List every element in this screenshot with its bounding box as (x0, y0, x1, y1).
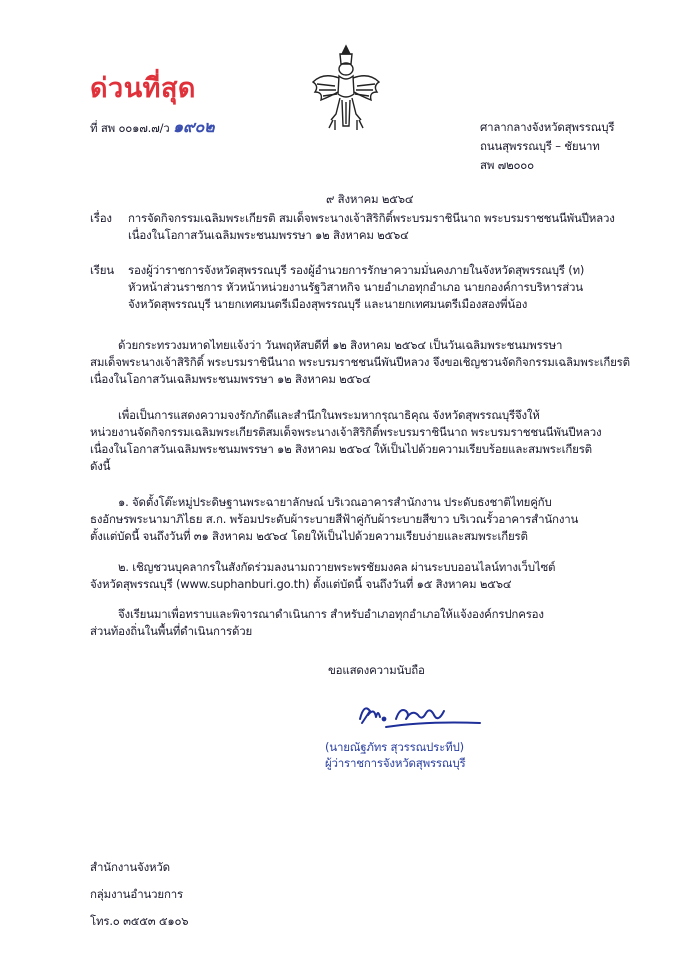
paragraph-line: ด้วยกระทรวงมหาดไทยแจ้งว่า วันพฤหัสบดีที่ ๑๒ สิงหาคม ๒๕๖๔ เป็นวันเฉลิมพระชนมพรรษา (118, 338, 563, 352)
subject-line: เนื่องในโอกาสวันเฉลิมพระชนมพรรษา ๑๒ สิงหาคม ๒๕๖๔ (128, 228, 409, 242)
footer-phone: โทร.๐ ๓๕๕๓ ๕๑๐๖ (90, 914, 189, 928)
paragraph-line: ธงอักษรพระนามาภิไธย ส.ก. พร้อมประดับผ้าระบายสีฟ้าคู่กับผ้าระบายสีขาว บริเวณรั้วอาคารสำนักงาน (90, 512, 579, 526)
paragraph-line: เพื่อเป็นการแสดงความจงรักภักดีและสำนึกในพระมหากรุณาธิคุณ จังหวัดสุพรรณบุรีจึงให้ (118, 408, 540, 422)
recipient-section (90, 262, 610, 313)
recipient-line: จังหวัดสุพรรณบุรี นายกเทศมนตรีเมืองสุพรรณบุรี และนายกเทศมนตรีเมืองสองพี่น้อง (128, 297, 528, 311)
signatory-block (325, 739, 465, 771)
address-line: ถนนสุพรรณบุรี – ชัยนาท (480, 139, 600, 153)
document-number-prefix: ที่ สพ ๐๐๑๗.๗/ว (90, 121, 170, 135)
paragraph-line: หน่วยงานจัดกิจกรรมเฉลิมพระเกียรติสมเด็จพระนางเจ้าสิริกิติ์พระบรมราชินีนาถ พระบรมราชชนนีพันปีหลวง (90, 425, 602, 439)
urgency-stamp: ด่วนที่สุด (90, 73, 196, 104)
paragraph-3 (90, 606, 610, 640)
subject-line: การจัดกิจกรรมเฉลิมพระเกียรติ สมเด็จพระนางเจ้าสิริกิติ์พระบรมราชินีนาถ พระบรมราชชนนีพันปีหลวง (128, 211, 615, 225)
paragraph-line: ดังนี้ (90, 459, 111, 473)
paragraph-line: สมเด็จพระนางเจ้าสิริกิติ์ พระบรมราชินีนาถ พระบรมราชชนนีพันปีหลวง จึงขอเชิญชวนจัดกิจกรรมเฉลิมพระเกียรติ (90, 355, 630, 369)
footer-contact (90, 854, 188, 935)
recipient-line: หัวหน้าส่วนราชการ หัวหน้าหน่วยงานรัฐวิสาหกิจ นายอำเภอทุกอำเภอ นายกองค์การบริหารส่วน (128, 280, 583, 294)
signatory-name: (นายณัฐภัทร สุวรรณประทีป) (325, 740, 464, 754)
paragraph-line: จึงเรียนมาเพื่อทราบและพิจารณาดำเนินการ สำหรับอำเภอทุกอำเภอให้แจ้งองค์กรปกครอง (118, 607, 544, 621)
sender-address (480, 118, 614, 175)
footer-office: สำนักงานจังหวัด (90, 860, 170, 874)
document-number (90, 118, 214, 137)
paragraph-2 (90, 407, 610, 475)
list-item-1 (90, 494, 610, 545)
paragraph-line: ตั้งแต่บัดนี้ จนถึงวันที่ ๓๑ สิงหาคม ๒๕๖๔ โดยให้เป็นไปด้วยความเรียบง่ายและสมพระเกียรติ (90, 529, 528, 543)
paragraph-line: ๑. จัดตั้งโต๊ะหมู่ประดิษฐานพระฉายาลักษณ์ บริเวณอาคารสำนักงาน ประดับธงชาติไทยคู่กับ (118, 495, 552, 509)
paragraph-line: เนื่องในโอกาสวันเฉลิมพระชนมพรรษา ๑๒ สิงหาคม ๒๕๖๔ (90, 372, 371, 386)
paragraph-line: เนื่องในโอกาสวันเฉลิมพระชนมพรรษา ๑๒ สิงหาคม ๒๕๖๔ ให้เป็นไปด้วยความเรียบร้อยและสมพระเกียรติ (90, 442, 592, 456)
list-item-2 (90, 559, 610, 593)
garuda-emblem-icon (309, 42, 383, 134)
subject-section (90, 210, 615, 244)
address-line: ศาลากลางจังหวัดสุพรรณบุรี (480, 120, 615, 134)
letter-date: ๙ สิงหาคม ๒๕๖๔ (326, 192, 414, 206)
paragraph-line: ๒. เชิญชวนบุคลากรในสังกัดร่วมลงนามถวายพระพรชัยมงคล ผ่านระบบออนไลน์ทางเว็บไซต์ (118, 560, 556, 574)
recipient-line: รองผู้ว่าราชการจังหวัดสุพรรณบุรี รองผู้อำนวยการรักษาความมั่นคงภายในจังหวัดสุพรรณบุรี (ท) (128, 263, 585, 277)
paragraph-line: ส่วนท้องถิ่นในพื้นที่ดำเนินการด้วย (90, 624, 253, 638)
signatory-position: ผู้ว่าราชการจังหวัดสุพรรณบุรี (325, 756, 466, 770)
closing-phrase: ขอแสดงความนับถือ (328, 663, 425, 677)
recipient-label: เรียน (90, 263, 114, 277)
document-number-handwritten: ๑๙๐๒ (172, 117, 215, 136)
subject-label: เรื่อง (90, 211, 112, 225)
address-line: สพ ๗๒๐๐๐ (480, 158, 534, 172)
paragraph-line: จังหวัดสุพรรณบุรี (www.suphanburi.go.th) ตั้งแต่บัดนี้ จนถึงวันที่ ๑๕ สิงหาคม ๒๕๖๔ (90, 577, 512, 591)
footer-division: กลุ่มงานอำนวยการ (90, 887, 183, 901)
signature-icon (356, 697, 484, 733)
paragraph-1 (90, 337, 630, 388)
